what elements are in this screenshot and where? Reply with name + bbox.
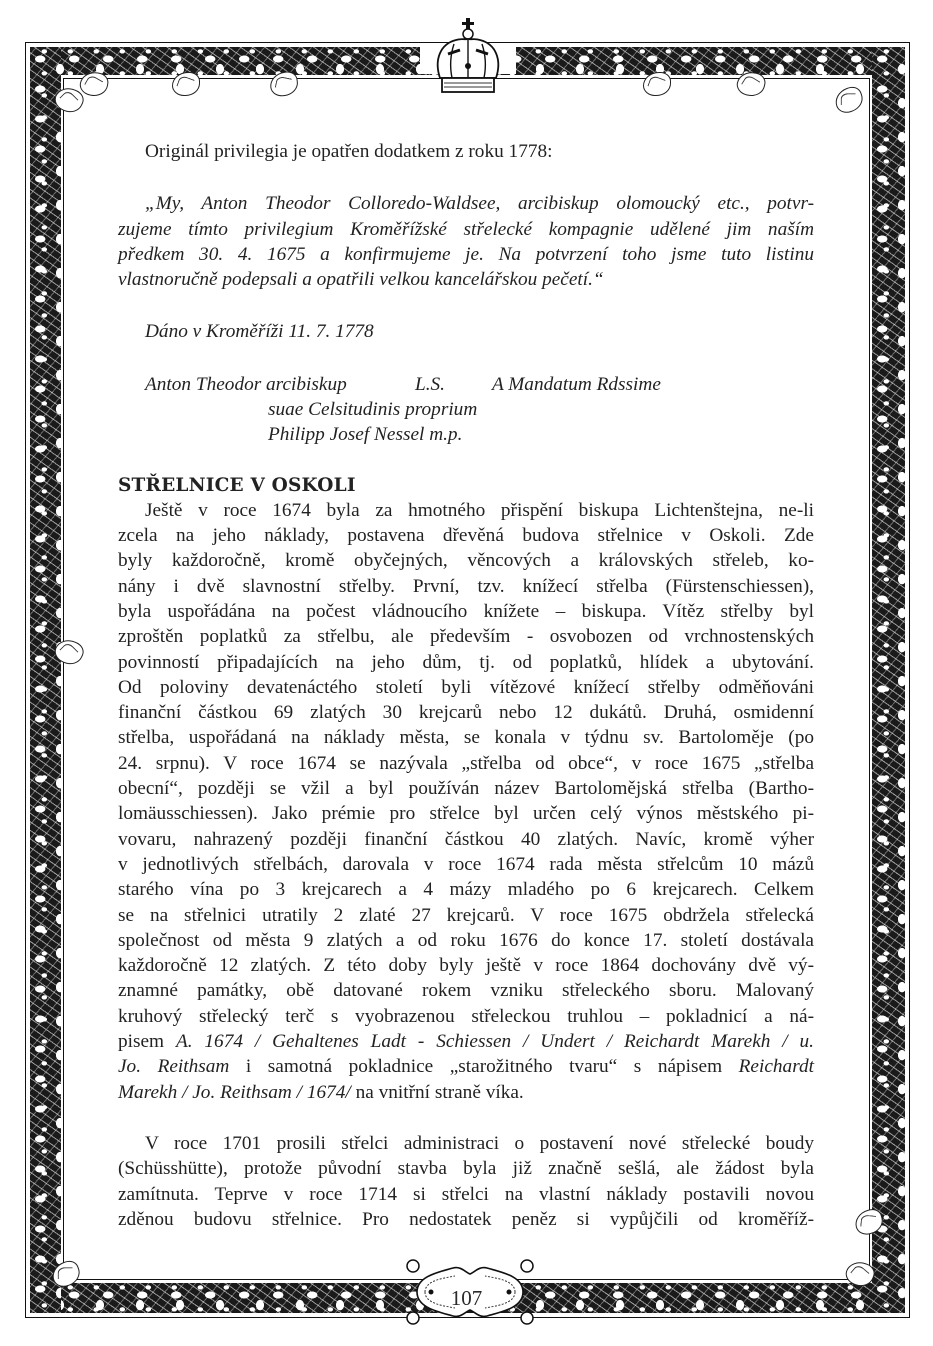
paragraph-line: střelba, uspořádaná na náklady města, se konala v týdnu sv. Bartoloměje (po [118,727,814,749]
paragraph-line: byly každoročně, kromě obyčejných, věncových a královských střeleb, ko- [118,550,814,572]
quote-line: zujeme tímto privilegium Kroměřížské střelecké kompagnie udělené jim naším [118,218,814,240]
paragraph-line: finanční částkou 69 zlatých 30 krejcarů nebo 12 dukátů. Druhá, osmidenní [118,702,814,724]
paragraph-line: Ještě v roce 1674 byla za hmotného přispění biskupa Lichtenštejna, ne-li [145,499,814,521]
section-paragraph-1 [118,498,814,1105]
dated-line: Dáno v Kroměříži 11. 7. 1778 [145,321,374,343]
quote-line: vlastnoručně podepsali a opatřili velkou kancelářskou pečetí.“ [118,269,604,291]
paragraph-line [118,1029,814,1054]
paragraph-line: starého vína po 3 krejcarech a 4 mázy mladého po 6 krejcarech. Celkem [118,879,814,901]
inscription-text: Jo. Reithsam [118,1056,230,1078]
border-band-left [30,47,61,1313]
signature-block [118,372,814,447]
paragraph-line: zproštěn poplatků za střelbu, ale především - osvobozen od vrchnostenských [118,626,814,648]
signature-mandate: A Mandatum Rdssime [492,373,661,395]
paragraph-line: nány i dvě slavnostní střelby. První, tzv. knížecí střelba (Fürstenschiessen), [118,575,814,597]
section-paragraph-2 [118,1131,814,1232]
paragraph-line: obecní“, později se vžil a byl používán název Bartolomějská střelba (Bartho- [118,778,814,800]
signature-line-2: suae Celsitudinis proprium [268,398,478,420]
paragraph-line: povinností připadajících na jeho dům, tj. od poplatků, hlídek a ubytování. [118,651,814,673]
page-content [118,139,814,1232]
paragraph-line: zcela na jeho náklady, postavena dřevěná budova střelnice v Oskoli. Zde [118,525,814,547]
paragraph-text: pisem [118,1031,176,1053]
border-band-right [872,47,905,1313]
paragraph-line: V roce 1701 prosili střelci administraci o postavení nové střelecké boudy [145,1132,814,1154]
paragraph-line: lomäusschiessen). Jako prémie pro střelce byl určen celý výnos městského pi- [118,803,814,825]
paragraph-line [118,1080,814,1105]
intro-paragraph: Originál privilegia je opatřen dodatkem z roku 1778: [145,141,553,162]
quote-line: předkem 30. 4. 1675 a konfirmujeme je. Na potvrzení toho jsme tuto listinu [118,243,814,265]
paragraph-line: byla uspořádána na počest vládnoucího knížete – biskupa. Vítěz střelby byl [118,600,814,622]
paragraph-line: zamítnuta. Teprve v roce 1714 si střelci na vlastní náklady postavili novou [118,1183,814,1205]
crown-ornament-icon [420,14,516,100]
signature-line-3: Philipp Josef Nessel m.p. [268,423,463,445]
page-number: 107 [450,1286,483,1310]
paragraph-line: vovaru, nahrazený později finanční částkou 40 zlatých. Navíc, kromě výher [118,828,814,850]
quote-line: „My, Anton Theodor Colloredo-Waldsee, arcibiskup olomoucký etc., potvr- [145,193,814,215]
paragraph-line: každoročně 12 zlatých. Z této doby byly ještě v roce 1864 dochovány dvě vý- [118,955,814,977]
paragraph-line: (Schüsshütte), protože původní stavba byla již značně sešlá, ale žádost byla [118,1158,814,1180]
signature-signer: Anton Theodor arcibiskup [145,373,347,395]
paragraph-line: kruhový střelecký terč s vyobrazenou střeleckou truhlou – pokladnicí a ná- [118,1005,814,1027]
section-heading: STŘELNICE V OSKOLI [118,474,356,496]
inscription-text: A. 1674 / Gehaltenes Ladt - Schiessen / Undert / Reichardt Marekh / u. [175,1031,814,1053]
paragraph-line: zděnou budovu střelnice. Pro nedostatek peněz si vypůjčili od kroměříž- [118,1208,814,1230]
paragraph-text: na vnitřní straně víka. [350,1081,524,1103]
inscription-text: Reichardt [738,1056,814,1078]
paragraph-line: se na střelnici utratily 2 zlaté 27 krejcarů. V roce 1675 obdržela střelecká [118,904,814,926]
paragraph-line: Od poloviny devatenáctého století byli vítězové knížecí střelby odměňováni [118,676,814,698]
paragraph-line: společnost od města 9 zlatých a od roku 1676 do konce 17. století dostávala [118,929,814,951]
paragraph-line: znamné památky, obě datované rokem vzniku střeleckého sboru. Malovaný [118,980,814,1002]
quote-block [118,191,814,292]
inscription-text: Marekh / Jo. Reithsam / 1674/ [118,1081,351,1103]
paragraph-line [118,1054,814,1079]
paragraph-line: 24. srpnu). V roce 1674 se nazývala „střelba od obce“, v roce 1675 „střelba [118,752,814,774]
signature-seal: L.S. [415,373,446,395]
paragraph-line: v jednotlivých střelbách, darovala v roce 1674 rada města střelcům 10 mázů [118,853,814,875]
paragraph-text: i samotná pokladnice „starožitného tvaru“ s nápisem [229,1056,739,1078]
